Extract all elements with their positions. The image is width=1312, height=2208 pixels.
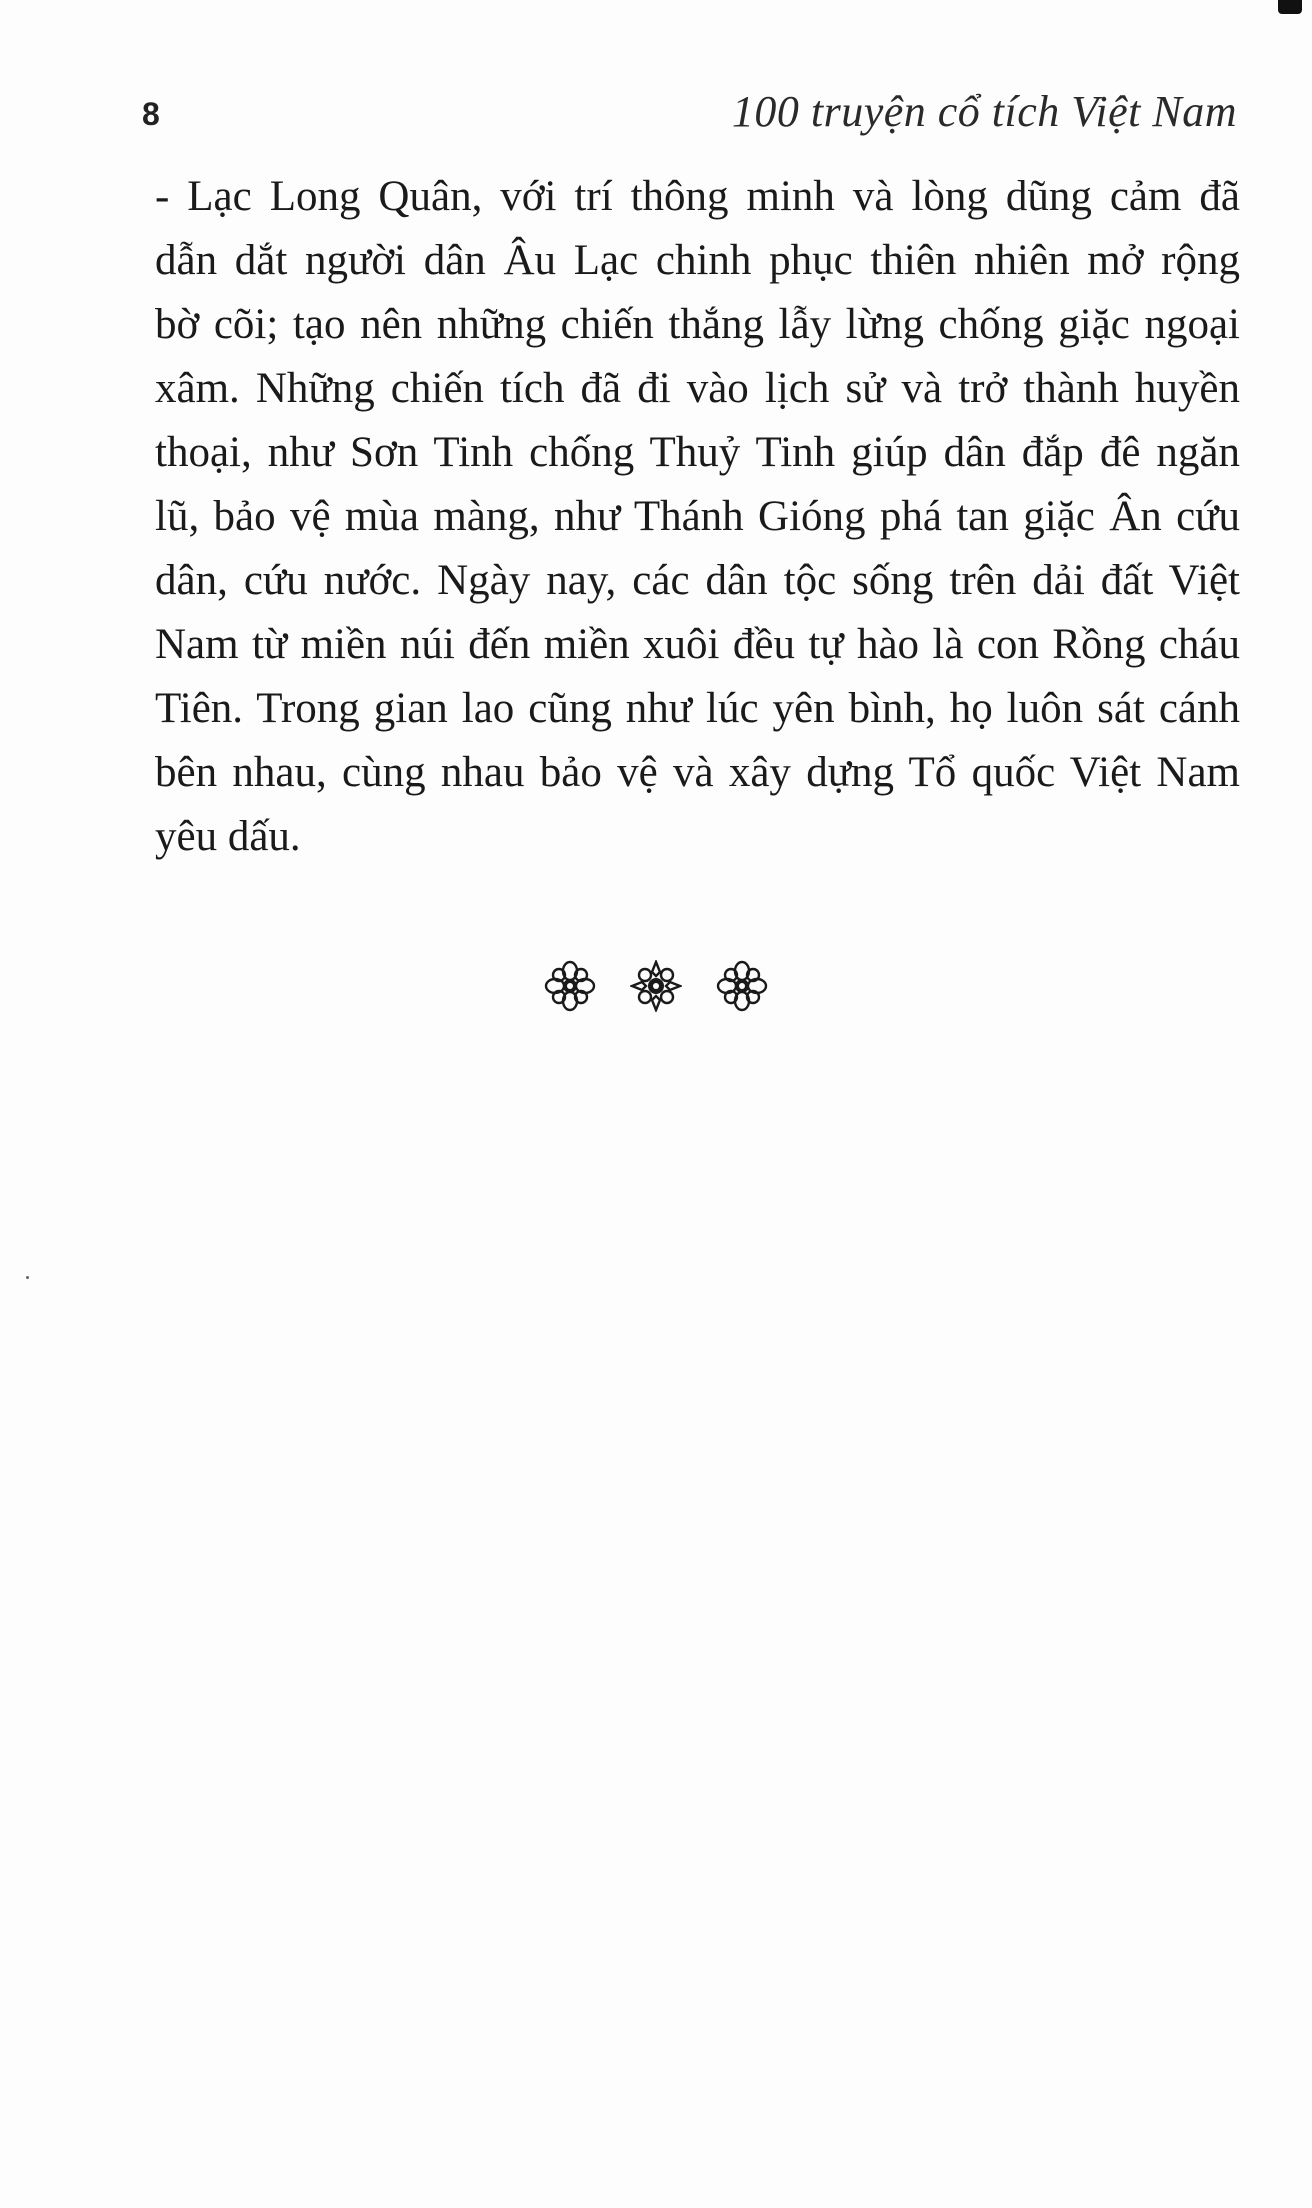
text-line: yêu dấu.: [155, 813, 301, 860]
flower-ornament-icon: [716, 960, 768, 1012]
text-line: Tiên. Trong gian lao cũng như lúc yên bình, họ luôn sát cánh: [155, 685, 1240, 732]
page-number: 8: [142, 96, 160, 132]
text-line: - Lạc Long Quân, với trí thông minh và lòng dũng cảm đã: [155, 173, 1240, 220]
text-line: bên nhau, cùng nhau bảo vệ và xây dựng Tổ quốc Việt Nam: [155, 749, 1240, 796]
text-line: Nam từ miền núi đến miền xuôi đều tự hào là con Rồng cháu: [155, 621, 1240, 668]
flower-ornament-icon: [630, 960, 682, 1012]
text-line: thoại, như Sơn Tinh chống Thuỷ Tinh giúp dân đắp đê ngăn: [155, 429, 1240, 476]
scan-corner-mark: [1278, 0, 1302, 14]
text-line: lũ, bảo vệ mùa màng, như Thánh Gióng phá tan giặc Ân cứu: [155, 493, 1240, 540]
section-end-ornaments: [0, 960, 1312, 1012]
text-line: xâm. Những chiến tích đã đi vào lịch sử và trở thành huyền: [155, 365, 1240, 412]
running-header-title: 100 truyện cổ tích Việt Nam: [731, 87, 1237, 136]
text-line: dân, cứu nước. Ngày nay, các dân tộc sống trên dải đất Việt: [155, 557, 1240, 604]
text-line: dẫn dắt người dân Âu Lạc chinh phục thiên nhiên mở rộng: [155, 237, 1240, 284]
scan-speck: [26, 1276, 29, 1279]
body-paragraph: [155, 165, 1240, 869]
flower-ornament-icon: [544, 960, 596, 1012]
text-line: bờ cõi; tạo nên những chiến thắng lẫy lừng chống giặc ngoại: [155, 301, 1240, 348]
